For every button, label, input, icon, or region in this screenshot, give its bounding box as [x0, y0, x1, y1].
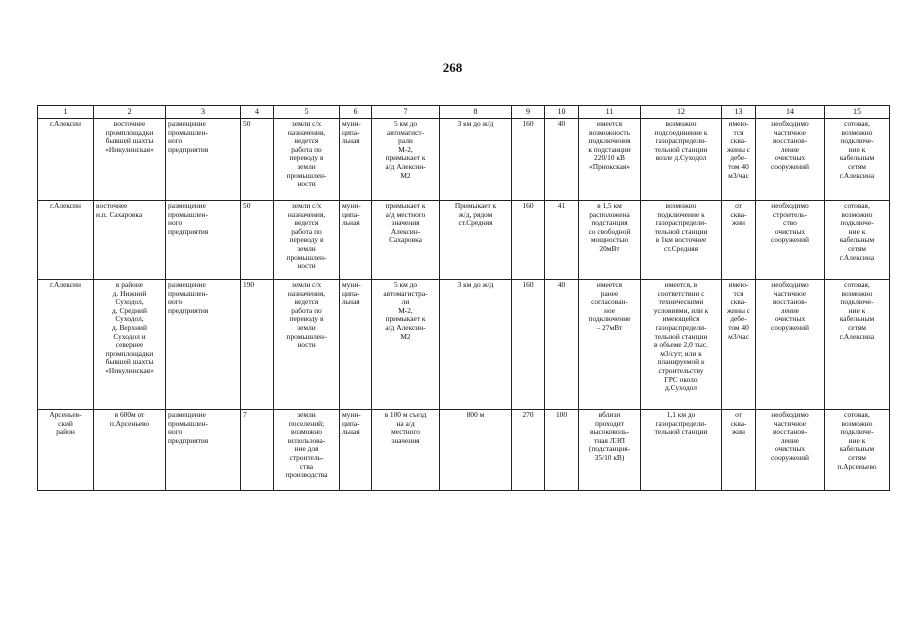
- cell-sewerage: необходимо частичное восстанов- ление очистных сооружений: [756, 119, 825, 201]
- cell-site-location: в районе д. Нижний Суходол, д. Средний Суходол, д. Верхний Суходол и севернее промплощадки бывшей шахты «Никулинская»: [94, 280, 166, 410]
- cell-communications: сотовая, возможно подключе- ние к кабельным сетям г.Алексина: [825, 119, 890, 201]
- column-header: 15: [825, 106, 890, 119]
- cell-site-location: восточнее н.п. Сахаровка: [94, 201, 166, 280]
- cell-col9: 160: [512, 119, 545, 201]
- column-header: 9: [512, 106, 545, 119]
- cell-area: 7: [241, 410, 274, 491]
- cell-electricity: имеется ранее согласован- ное подключение – 27мВт: [579, 280, 641, 410]
- cell-ownership: муни- ципа- льная: [340, 201, 372, 280]
- cell-electricity: вблизи проходит высоковоль- тная ЛЭП (подстанция- 35/10 кВ): [579, 410, 641, 491]
- cell-road-access: в 100 м съезд на а/д местного значения: [372, 410, 440, 491]
- column-header: 8: [440, 106, 512, 119]
- cell-purpose: размещение промышлен- ного предприятия: [166, 410, 241, 491]
- cell-col10: 100: [545, 410, 579, 491]
- table-row: [38, 119, 890, 201]
- cell-gas: 1,1 км до газораспредели- тельной станции: [641, 410, 722, 491]
- cell-purpose: размещение промышлен- ного предприятия: [166, 280, 241, 410]
- cell-water: от сква- жин: [722, 201, 756, 280]
- table-row: [38, 280, 890, 410]
- cell-site-location: восточнее промплощадки бывшей шахты «Никулинская»: [94, 119, 166, 201]
- column-header: 11: [579, 106, 641, 119]
- cell-rail-access: 3 км до ж/д: [440, 119, 512, 201]
- cell-communications: сотовая, возможно подключе- ние к кабельным сетям г.Алексина: [825, 280, 890, 410]
- cell-road-access: примыкает к а/д местного значения Алексин- Сахаровка: [372, 201, 440, 280]
- cell-purpose: размещение промышлен- ного предприятия: [166, 119, 241, 201]
- cell-water: от сква- жин: [722, 410, 756, 491]
- column-header: 7: [372, 106, 440, 119]
- cell-col10: 41: [545, 201, 579, 280]
- cell-area: 50: [241, 201, 274, 280]
- cell-site-location: в 600м от п.Арсеньево: [94, 410, 166, 491]
- cell-communications: сотовая, возможно подключе- ние к кабельным сетям г.Алексина: [825, 201, 890, 280]
- cell-gas: возможно подсоединение к газораспредели- тельной станции возле д.Суходол: [641, 119, 722, 201]
- cell-area: 190: [241, 280, 274, 410]
- cell-water: имею- тся сква- жины с дебе- том 40 м3/час: [722, 119, 756, 201]
- cell-area: 50: [241, 119, 274, 201]
- cell-rail-access: 3 км до ж/д: [440, 280, 512, 410]
- cell-locality: г.Алексин: [38, 280, 94, 410]
- table-row: [38, 410, 890, 491]
- cell-col9: 270: [512, 410, 545, 491]
- cell-sewerage: необходимо частичное восстанов- ление очистных сооружений: [756, 280, 825, 410]
- cell-col10: 40: [545, 280, 579, 410]
- cell-col9: 160: [512, 201, 545, 280]
- page-number: 268: [442, 60, 463, 75]
- cell-ownership: муни- ципа- льная: [340, 410, 372, 491]
- column-header: 14: [756, 106, 825, 119]
- column-header: 3: [166, 106, 241, 119]
- cell-road-access: 5 км до автомагист- рали М-2, примыкает к а/д Алексин- М2: [372, 119, 440, 201]
- cell-rail-access: Примыкает к ж/д, рядом ст.Средняя: [440, 201, 512, 280]
- cell-locality: г.Алексин: [38, 201, 94, 280]
- cell-ownership: муни- ципа- льная: [340, 280, 372, 410]
- cell-gas: имеется, в соответствии с техническими условиями, или к имеющейся газораспредели- тельной станции в объеме 2,0 тыс. м3/сут; или к планируемой к строительству ГРС около д.Суходол: [641, 280, 722, 410]
- cell-sewerage: необходимо строитель- ство очистных сооружений: [756, 201, 825, 280]
- cell-electricity: имеется возможность подключения к подстанции 220/10 кВ «Приокская»: [579, 119, 641, 201]
- column-header: 2: [94, 106, 166, 119]
- data-table: [37, 105, 890, 491]
- cell-land-category: земли поселений; возможно использова- ние для строитель- ства производства: [274, 410, 340, 491]
- cell-sewerage: необходимо частичное восстанов- ление очистных сооружений: [756, 410, 825, 491]
- cell-electricity: в 1,5 км расположена подстанция со свободной мощностью 20мВт: [579, 201, 641, 280]
- cell-gas: возможно подключение к газораспредели- тельной станции в 1км восточнее ст.Средняя: [641, 201, 722, 280]
- column-header: 4: [241, 106, 274, 119]
- cell-road-access: 5 км до автомагистра- ли М-2, примыкает к а/д Алексин- М2: [372, 280, 440, 410]
- cell-rail-access: 800 м: [440, 410, 512, 491]
- cell-ownership: муни- ципа- льная: [340, 119, 372, 201]
- cell-land-category: земли с/х назначения, ведется работа по переводу в земли промышлен- ности: [274, 119, 340, 201]
- column-header: 10: [545, 106, 579, 119]
- table-row: [38, 201, 890, 280]
- column-header: 12: [641, 106, 722, 119]
- cell-land-category: земли с/х назначения, ведется работа по переводу в земли промышлен- ности: [274, 280, 340, 410]
- column-header: 1: [38, 106, 94, 119]
- cell-land-category: земли с/х назначения, ведется работа по переводу в земли промышлен- ности: [274, 201, 340, 280]
- cell-communications: сотовая, возможно подключе- ние к кабельным сетям п.Арсеньево: [825, 410, 890, 491]
- cell-col9: 160: [512, 280, 545, 410]
- cell-purpose: размещение промышлен- ного предприятия: [166, 201, 241, 280]
- cell-locality: Арсеньев- ский район: [38, 410, 94, 491]
- column-header: 6: [340, 106, 372, 119]
- cell-water: имею- тся сква- жины с дебе- том 40 м3/час: [722, 280, 756, 410]
- cell-col10: 40: [545, 119, 579, 201]
- cell-locality: г.Алексин: [38, 119, 94, 201]
- column-header: 5: [274, 106, 340, 119]
- table-header-row: [38, 106, 890, 119]
- column-header: 13: [722, 106, 756, 119]
